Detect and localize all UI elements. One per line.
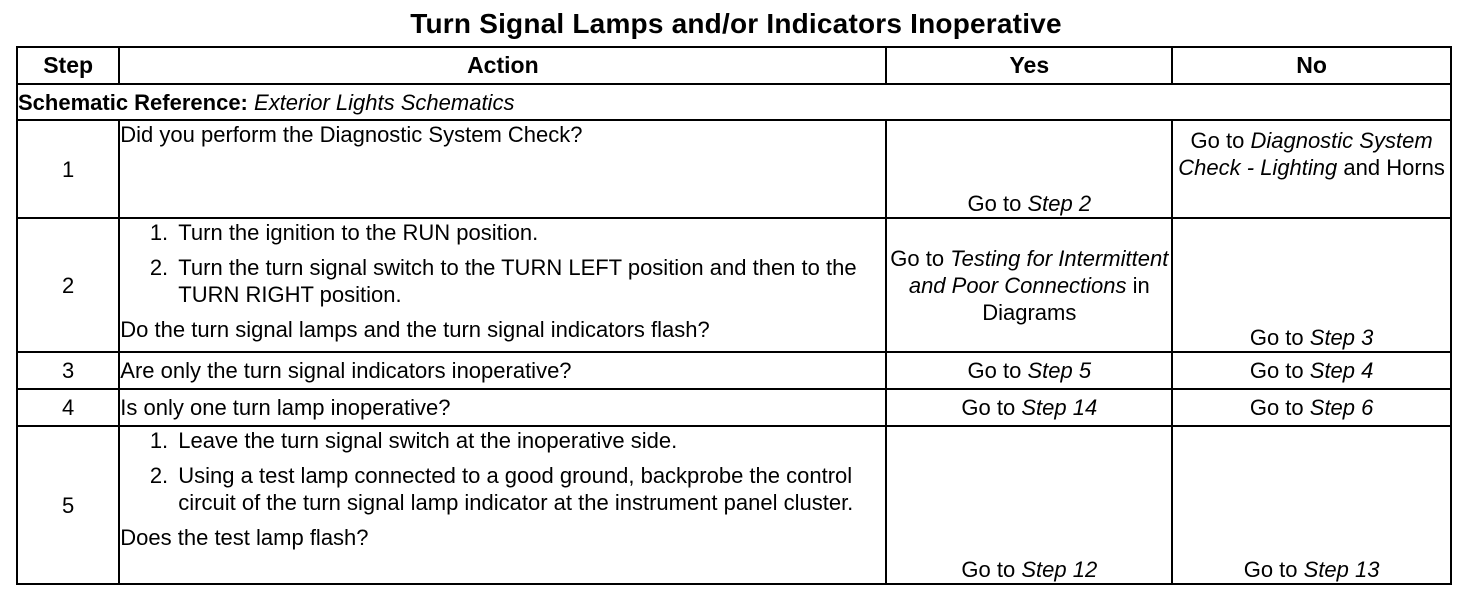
yes-cell — [886, 426, 1172, 584]
diagnostic-table — [16, 46, 1452, 585]
table-row — [17, 389, 1451, 426]
no-prefix: Go to — [1249, 358, 1304, 383]
step-number: 3 — [17, 352, 119, 389]
no-prefix: Go to — [1243, 557, 1298, 582]
no-prefix: Go to — [1249, 395, 1304, 420]
header-step: Step — [17, 47, 119, 84]
step-number: 5 — [17, 426, 119, 584]
yes-suffix: in Diagrams — [982, 272, 1150, 325]
action-cell — [119, 426, 886, 584]
step-number: 4 — [17, 389, 119, 426]
yes-prefix: Go to — [890, 245, 945, 271]
no-link[interactable]: Step 3 — [1309, 325, 1374, 350]
schematic-reference-row — [17, 84, 1451, 120]
action-step-item: 2. Using a test lamp connected to a good ground, backprobe the control circuit of the turn signal lamp indicator at the instrument panel cluster. — [174, 462, 885, 516]
action-cell — [119, 218, 886, 352]
action-step-item: 1. Turn the ignition to the RUN position. — [174, 219, 885, 246]
schematic-reference-label: Schematic Reference: — [18, 89, 248, 115]
yes-link[interactable]: Step 5 — [1027, 358, 1092, 383]
step-number: 1 — [17, 120, 119, 218]
action-step-item: 1. Leave the turn signal switch at the inoperative side. — [174, 427, 885, 454]
action-question: Do the turn signal lamps and the turn signal indicators flash? — [120, 317, 710, 342]
table-row — [17, 218, 1451, 352]
no-cell — [1172, 218, 1451, 352]
action-steps — [120, 427, 885, 516]
action-cell — [119, 389, 886, 426]
no-cell — [1172, 426, 1451, 584]
no-link[interactable]: Diagnostic System Check - Lighting — [1178, 128, 1433, 180]
header-row — [17, 47, 1451, 84]
step-number: 2 — [17, 218, 119, 352]
yes-cell — [886, 352, 1172, 389]
yes-cell — [886, 218, 1172, 352]
header-no: No — [1172, 47, 1451, 84]
yes-link[interactable]: Step 12 — [1021, 557, 1098, 582]
yes-link[interactable]: Step 14 — [1021, 395, 1098, 420]
table-row — [17, 352, 1451, 389]
no-cell — [1172, 352, 1451, 389]
yes-link[interactable]: Step 2 — [1027, 191, 1092, 216]
yes-prefix: Go to — [967, 358, 1022, 383]
no-prefix: Go to — [1190, 128, 1245, 153]
action-steps — [120, 219, 885, 308]
action-step-item: 2. Turn the turn signal switch to the TURN LEFT position and then to the TURN RIGHT position. — [174, 254, 885, 308]
action-question: Does the test lamp flash? — [120, 525, 369, 550]
action-question: Are only the turn signal indicators inoperative? — [120, 358, 572, 383]
table-row — [17, 120, 1451, 218]
yes-cell — [886, 389, 1172, 426]
action-cell — [119, 120, 886, 218]
no-cell — [1172, 389, 1451, 426]
no-suffix: and Horns — [1343, 155, 1445, 180]
no-link[interactable]: Step 6 — [1309, 395, 1374, 420]
yes-link[interactable]: Testing for Intermittent and Poor Connections — [908, 245, 1169, 298]
action-question: Did you perform the Diagnostic System Check? — [120, 122, 583, 147]
no-cell — [1172, 120, 1451, 218]
action-cell — [119, 352, 886, 389]
yes-cell — [886, 120, 1172, 218]
yes-prefix: Go to — [961, 395, 1016, 420]
page-title: Turn Signal Lamps and/or Indicators Inoperative — [410, 8, 1062, 39]
schematic-reference-link[interactable]: Exterior Lights Schematics — [254, 89, 515, 115]
no-link[interactable]: Step 13 — [1303, 557, 1380, 582]
yes-prefix: Go to — [967, 191, 1022, 216]
schematic-reference — [17, 84, 1451, 120]
action-question: Is only one turn lamp inoperative? — [120, 395, 451, 420]
header-action: Action — [119, 47, 886, 84]
yes-prefix: Go to — [961, 557, 1016, 582]
table-row — [17, 426, 1451, 584]
header-yes: Yes — [886, 47, 1172, 84]
no-prefix: Go to — [1249, 325, 1304, 350]
no-link[interactable]: Step 4 — [1309, 358, 1374, 383]
